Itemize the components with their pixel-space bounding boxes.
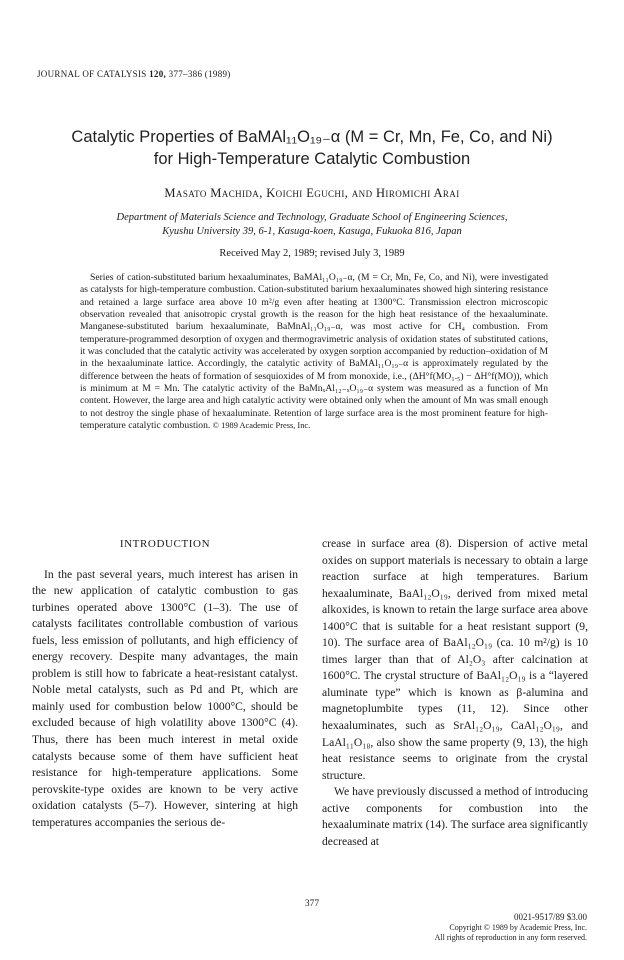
page-number: 377	[304, 899, 320, 909]
footer	[435, 911, 587, 943]
left-column-paragraph: In the past several years, much interest has arisen in the new application of catalytic combustion to gas turbines operated above 1300°C (1–3). The use of catalysts facilitates controllable combustion of various fuels, less emission of pollutants, and high efficiency of energy recovery. Despite many advantages, the main problem is still how to fabricate a heat-resistant catalyst. Noble metal catalysts, such as Pd and Pt, which are mainly used for combustion below 1000°C, should be excluded because of high volatility above 1300°C (4). Thus, there has been much interest in metal oxide catalysts because some of them have sufficient heat resistance for high-temperature applications. Some perovskite-type oxides are known to be very active oxidation catalysts (5–7). However, sintering at high temperatures accompanies the serious de-	[32, 567, 298, 829]
right-column-paragraph-2: We have previously discussed a method of introducing active components for combustion into the hexaaluminate matrix (14). The surface area significantly decreased at	[322, 785, 589, 848]
journal-header	[37, 69, 231, 79]
affiliation-line-1: Department of Materials Science and Technology, Graduate School of Engineering Sciences,	[116, 212, 508, 223]
abstract-copyright: © 1989 Academic Press, Inc.	[212, 421, 311, 431]
affiliation-line-2: Kyushu University 39, 6-1, Kasuga-koen, Kasuga, Fukuoka 816, Japan	[162, 226, 462, 237]
title-line-1: Catalytic Properties of BaMAl₁₁O₁₉₋α (M = Cr, Mn, Fe, Co, and Ni)	[71, 128, 553, 146]
section-heading-introduction: INTRODUCTION	[119, 538, 211, 550]
received-date: Received May 2, 1989; revised July 3, 1989	[219, 248, 405, 259]
footer-copyright: Copyright © 1989 by Academic Press, Inc.	[449, 923, 587, 932]
affiliation	[60, 211, 564, 239]
footer-rights: All rights of reproduction in any form reserved.	[434, 933, 587, 942]
paper-title	[30, 126, 594, 170]
journal-pages: 377–386 (1989)	[168, 69, 231, 79]
right-column-paragraph-1: crease in surface area (8). Dispersion of active metal oxides on support materials is necessary to obtain a large reaction surface at high temperatures. Barium hexaaluminate, BaAl₁₂O₁₉, derived from mixed metal alkoxides, is known to retain the large surface area above 1400°C that is suitable for a heat resistant support (9, 10). The surface area of BaAl₁₂O₁₉ (ca. 10 m²/g) is 10 times larger than that of Al₂O₃ after calcination at 1600°C. The crystal structure of BaAl₁₂O₁₉ is a “layered aluminate type” which is known as β-alumina and magnetoplumbite types (11, 12). Since other hexaaluminates, such as SrAl₁₂O₁₉, CaAl₁₂O₁₉, and LaAl₁₁O₁₈, also show the same property (9, 13), the high heat resistance seems to originate from the crystal structure.	[322, 537, 588, 782]
journal-name: JOURNAL OF CATALYSIS	[37, 69, 147, 79]
title-line-2: for High-Temperature Catalytic Combustion	[153, 150, 471, 168]
abstract-text: Series of cation-substituted barium hexaaluminates, BaMAl₁₁O₁₉₋α, (M = Cr, Mn, Fe, Co, and Ni), were investigated as catalysts for high-temperature combustion. Cation-substituted barium hexaaluminates showed high sintering resistance and retained a large surface area above 10 m²/g even after heating at 1300°C. Transmission electron microscopic observation revealed that anisotropic crystal growth is the reason for the high heat resistance of the hexaaluminate. Manganese-substituted barium hexaaluminate, BaMnAl₁₁O₁₉₋α, was most active for CH₄ combustion. From temperature-programmed desorption of oxygen and thermogravimetric analysis of oxidation states of substituted cations, it was concluded that the catalytic activity was accelerated by oxygen sorption accompanied by reduction–oxidation of M in the hexaaluminate lattice. Accordingly, the catalytic activity of BaMAl₁₁O₁₉₋α is approximately regulated by the difference between the heats of formation of sesquioxides of M from monoxide, i.e., (ΔH°f(MO₁.₅) − ΔH°f(MO)), which is minimum at M = Mn. The catalytic activity of the BaMnₓAl₁₂₋ₓO₁₉₋α system was measured as a function of Mn content. However, the large area and high catalytic activity were obtained only when the amount of Mn was small enough to not destroy the single phase of hexaaluminate. Retention of large surface area is the most prominent feature for high-temperature catalytic combustion.	[80, 272, 548, 432]
authors: Masato Machida, Koichi Eguchi, and Hiromichi Arai	[164, 186, 460, 200]
right-column	[322, 536, 588, 850]
abstract	[80, 272, 548, 432]
footer-price: 0021-9517/89 $3.00	[514, 912, 587, 922]
journal-volume: 120,	[149, 69, 167, 79]
left-column	[32, 536, 298, 831]
